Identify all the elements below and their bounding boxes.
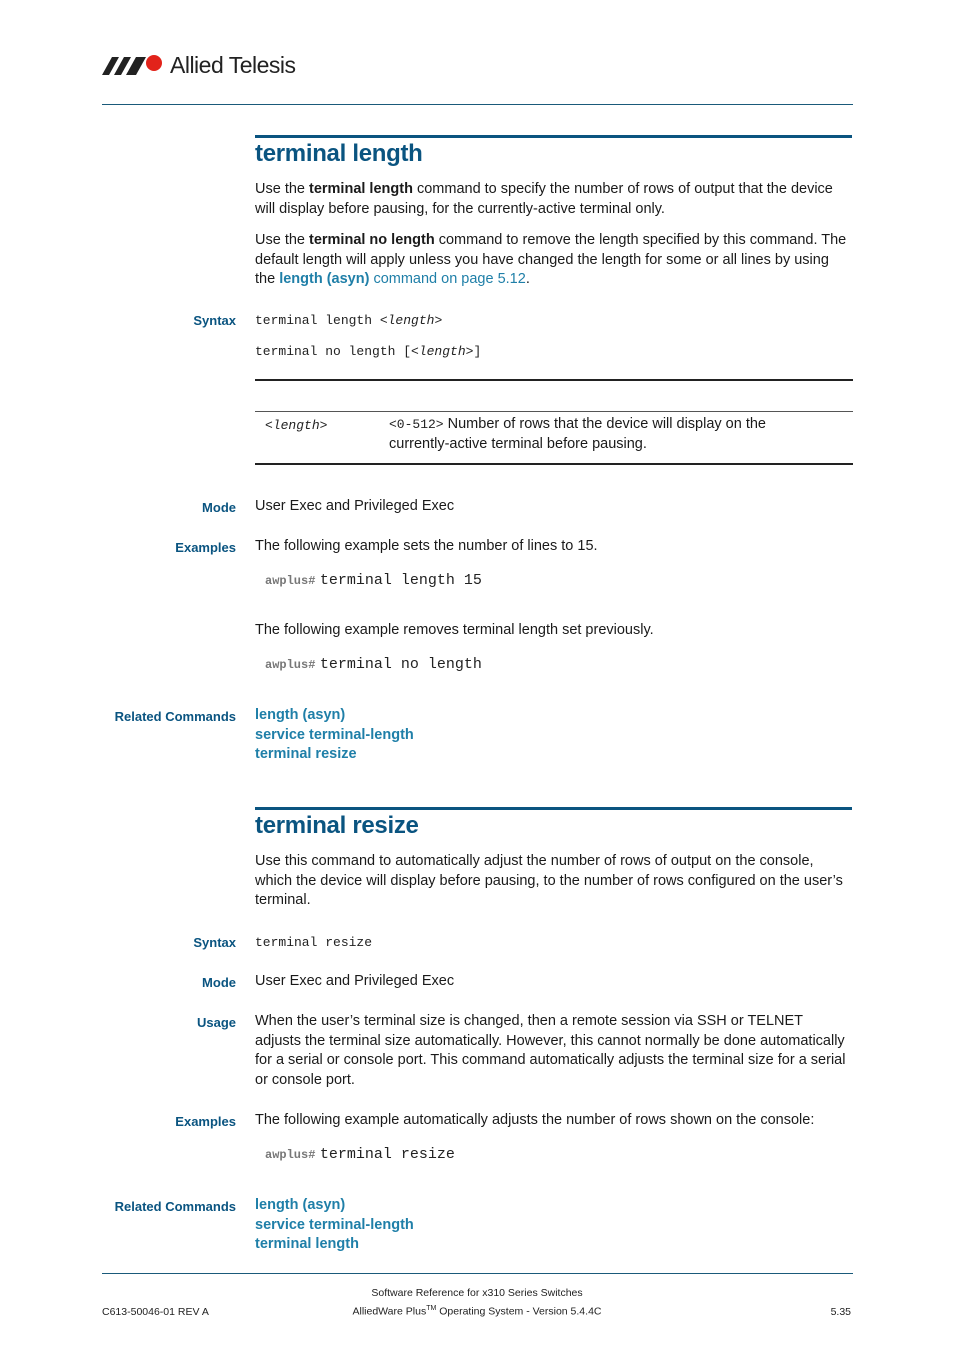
syntax-label: Syntax: [193, 313, 236, 328]
footer-product: AlliedWare Plus™ Operating System - Version 5.4.4C: [352, 1305, 602, 1318]
related-link-terminal-resize[interactable]: terminal resize: [255, 746, 357, 762]
param-name: <length>: [265, 418, 328, 433]
related-commands-list: [255, 1196, 414, 1255]
table-bottom-rule: [255, 463, 853, 465]
footer-title: Software Reference for x310 Series Switches: [371, 1287, 583, 1299]
allied-telesis-logo: [102, 50, 296, 80]
header-rule: [102, 104, 853, 105]
example-description: The following example removes terminal length set previously.: [255, 622, 654, 638]
usage-text: When the user’s terminal size is changed, then a remote session via SSH or TELNET adjusts the terminal size automatically. However, this cannot normally be done automatically for a serial or console port. This command automatically adjusts the terminal size for a serial or console port.: [255, 1013, 846, 1088]
related-commands-list: [255, 706, 414, 765]
related-commands-label: Related Commands: [114, 709, 236, 724]
mode-text: User Exec and Privileged Exec: [255, 973, 455, 989]
brand-name: Allied Telesis: [170, 51, 296, 78]
section-title-terminal-resize: terminal resize: [255, 812, 419, 839]
mode-label: Mode: [202, 975, 236, 990]
usage-label: Usage: [196, 1015, 236, 1030]
section-title-rule: [255, 807, 852, 810]
mode-text: User Exec and Privileged Exec: [255, 498, 455, 514]
intro-paragraph-2: Use the terminal no length command to remove the length specified by this command. The default length will apply unless you have changed the length for some or all lines by using the length (asyn) command on page 5.12.: [255, 232, 847, 288]
footer-page-number: 5.35: [830, 1306, 851, 1318]
examples-label: Examples: [175, 1114, 236, 1129]
example-description: The following example sets the number of lines to 15.: [255, 538, 598, 554]
syntax-line-1: terminal length <length>: [255, 313, 443, 328]
example-description: The following example automatically adjusts the number of rows shown on the console:: [255, 1112, 815, 1128]
section-title-terminal-length: terminal length: [255, 140, 423, 167]
example-command: awplus# terminal length 15: [265, 572, 482, 589]
related-link-terminal-length[interactable]: terminal length: [255, 1236, 359, 1252]
section-title-rule: [255, 135, 852, 138]
mode-label: Mode: [202, 500, 236, 515]
param-description: <0-512> Number of rows that the device will display on the currently-active terminal before pausing.: [389, 416, 766, 452]
syntax-line: terminal resize: [255, 935, 373, 950]
length-asyn-link[interactable]: length (asyn) command on page 5.12: [279, 271, 526, 288]
footer-doc-id: C613-50046-01 REV A: [102, 1306, 209, 1318]
examples-label: Examples: [175, 540, 236, 555]
footer-rule: [102, 1273, 853, 1274]
table-top-rule: [255, 379, 853, 381]
syntax-line-2: terminal no length [<length>]: [255, 344, 482, 359]
related-link-length-asyn[interactable]: length (asyn): [255, 707, 346, 723]
related-link-service-terminal-length[interactable]: service terminal-length: [255, 726, 414, 743]
related-commands-label: Related Commands: [114, 1199, 236, 1214]
syntax-label: Syntax: [193, 935, 236, 950]
table-header-rule: [255, 411, 853, 412]
example-command: awplus# terminal no length: [265, 656, 482, 673]
allied-telesis-logo-icon: [102, 53, 164, 77]
related-link-length-asyn[interactable]: length (asyn): [255, 1197, 346, 1213]
related-link-service-terminal-length[interactable]: service terminal-length: [255, 1216, 414, 1233]
intro-paragraph: Use this command to automatically adjust the number of rows of output on the console, which the device will display before pausing, to the number of rows configured on the user’s terminal.: [255, 853, 843, 909]
example-command: awplus# terminal resize: [265, 1146, 455, 1163]
intro-paragraph: Use the terminal length command to specify the number of rows of output that the device will display before pausing, for the currently-active terminal only.: [255, 181, 833, 217]
